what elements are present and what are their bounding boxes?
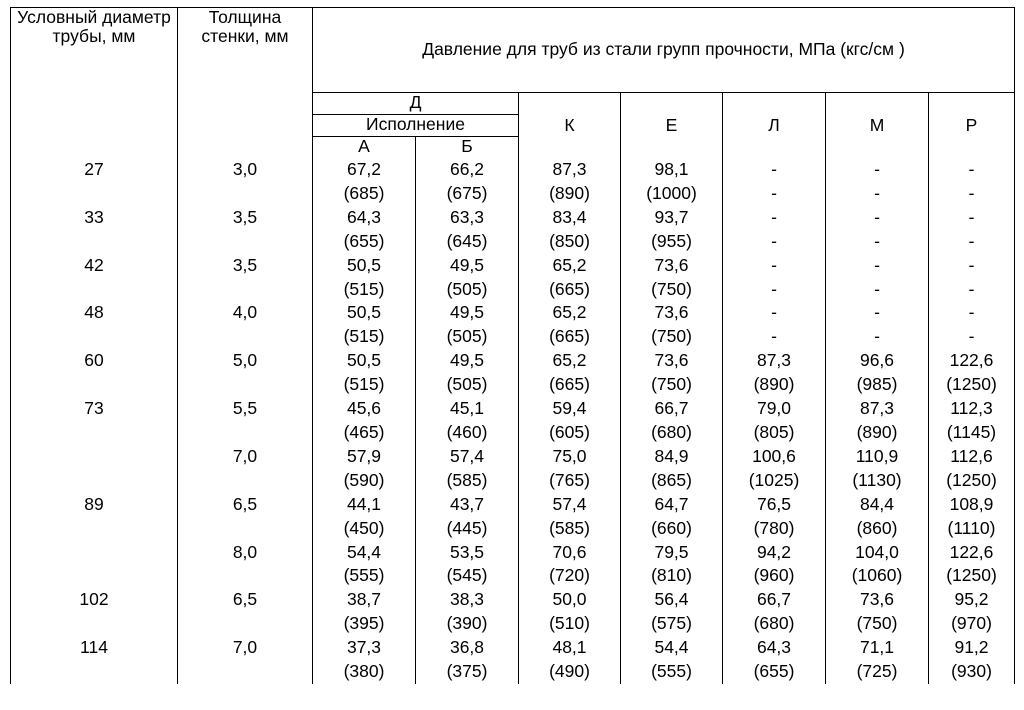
cell-diameter: 114 (11, 636, 178, 660)
cell-group-l: (655) (723, 660, 826, 684)
cell-exec-b: (675) (416, 182, 519, 206)
cell-exec-a: 64,3 (313, 206, 416, 230)
cell-exec-b: (445) (416, 517, 519, 541)
cell-group-e: (660) (621, 517, 723, 541)
cell-diameter: 89 (11, 493, 178, 517)
cell-wall-thickness (178, 564, 313, 588)
cell-exec-b: 45,1 (416, 397, 519, 421)
cell-group-l: (890) (723, 373, 826, 397)
table-row (11, 301, 1015, 325)
cell-diameter (11, 421, 178, 445)
table-row (11, 373, 1015, 397)
cell-group-l: - (723, 230, 826, 254)
cell-exec-b: (460) (416, 421, 519, 445)
cell-group-k: (665) (519, 278, 621, 302)
cell-wall-thickness: 5,0 (178, 349, 313, 373)
header-group-d: Д (313, 93, 519, 115)
cell-exec-a: 54,4 (313, 541, 416, 565)
cell-exec-a: (515) (313, 278, 416, 302)
cell-group-k: (665) (519, 373, 621, 397)
cell-group-k: 65,2 (519, 349, 621, 373)
cell-group-r: - (929, 325, 1015, 349)
cell-wall-thickness: 3,5 (178, 254, 313, 278)
cell-diameter (11, 325, 178, 349)
cell-group-l: - (723, 158, 826, 182)
cell-wall-thickness: 7,0 (178, 636, 313, 660)
table-body (11, 158, 1015, 684)
cell-exec-a: (685) (313, 182, 416, 206)
cell-exec-b: 49,5 (416, 254, 519, 278)
cell-exec-a: 50,5 (313, 349, 416, 373)
cell-group-k: 75,0 (519, 445, 621, 469)
cell-group-m: - (826, 278, 929, 302)
header-group-m: М (826, 93, 929, 159)
table-row (11, 564, 1015, 588)
cell-group-e: (955) (621, 230, 723, 254)
cell-exec-b: 49,5 (416, 301, 519, 325)
cell-group-k: 65,2 (519, 301, 621, 325)
cell-exec-b: 57,4 (416, 445, 519, 469)
table-row (11, 206, 1015, 230)
cell-group-m: 104,0 (826, 541, 929, 565)
cell-group-k: 65,2 (519, 254, 621, 278)
table-row (11, 421, 1015, 445)
cell-group-l: - (723, 254, 826, 278)
cell-exec-a: (590) (313, 469, 416, 493)
cell-group-e: 54,4 (621, 636, 723, 660)
cell-group-k: 70,6 (519, 541, 621, 565)
header-group-k: К (519, 93, 621, 159)
cell-group-m: (860) (826, 517, 929, 541)
cell-diameter (11, 373, 178, 397)
cell-exec-a: (395) (313, 612, 416, 636)
document-page (10, 7, 1015, 684)
cell-group-e: (750) (621, 373, 723, 397)
cell-diameter (11, 445, 178, 469)
cell-group-r: (970) (929, 612, 1015, 636)
cell-group-k: (890) (519, 182, 621, 206)
table-row (11, 660, 1015, 684)
cell-group-m: - (826, 325, 929, 349)
cell-group-m: - (826, 254, 929, 278)
cell-exec-a: 50,5 (313, 301, 416, 325)
cell-exec-b: 36,8 (416, 636, 519, 660)
cell-group-m: - (826, 158, 929, 182)
cell-exec-a: (555) (313, 564, 416, 588)
cell-group-l: (805) (723, 421, 826, 445)
cell-group-e: (1000) (621, 182, 723, 206)
cell-exec-a: (450) (313, 517, 416, 541)
cell-group-k: 87,3 (519, 158, 621, 182)
cell-group-e: 93,7 (621, 206, 723, 230)
cell-group-l: - (723, 206, 826, 230)
cell-exec-a: 44,1 (313, 493, 416, 517)
cell-wall-thickness (178, 517, 313, 541)
table-row (11, 349, 1015, 373)
cell-group-k: 59,4 (519, 397, 621, 421)
cell-wall-thickness: 6,5 (178, 588, 313, 612)
table-row (11, 182, 1015, 206)
cell-group-r: - (929, 278, 1015, 302)
cell-group-l: 66,7 (723, 588, 826, 612)
cell-group-e: 56,4 (621, 588, 723, 612)
cell-group-r: - (929, 230, 1015, 254)
cell-diameter: 60 (11, 349, 178, 373)
cell-diameter (11, 517, 178, 541)
cell-group-m: 84,4 (826, 493, 929, 517)
cell-wall-thickness: 8,0 (178, 541, 313, 565)
cell-exec-a: (655) (313, 230, 416, 254)
cell-group-e: (750) (621, 278, 723, 302)
table-row (11, 469, 1015, 493)
cell-group-r: 122,6 (929, 541, 1015, 565)
cell-group-l: 94,2 (723, 541, 826, 565)
cell-group-e: 64,7 (621, 493, 723, 517)
cell-group-k: (765) (519, 469, 621, 493)
cell-group-l: - (723, 301, 826, 325)
cell-diameter: 102 (11, 588, 178, 612)
cell-diameter: 73 (11, 397, 178, 421)
cell-exec-b: 49,5 (416, 349, 519, 373)
cell-diameter (11, 564, 178, 588)
cell-group-l: 76,5 (723, 493, 826, 517)
header-pressure: Давление для труб из стали групп прочности, МПа (кгс/см ) (313, 8, 1015, 93)
cell-group-r: (1110) (929, 517, 1015, 541)
cell-group-m: 87,3 (826, 397, 929, 421)
cell-group-l: 87,3 (723, 349, 826, 373)
cell-diameter (11, 660, 178, 684)
cell-group-k: (665) (519, 325, 621, 349)
cell-group-e: 73,6 (621, 301, 723, 325)
cell-group-m: (985) (826, 373, 929, 397)
cell-exec-a: 67,2 (313, 158, 416, 182)
cell-group-k: 83,4 (519, 206, 621, 230)
cell-group-r: (1145) (929, 421, 1015, 445)
header-diameter: Условный диаметр трубы, мм (11, 8, 178, 159)
cell-exec-b: 63,3 (416, 206, 519, 230)
cell-diameter: 48 (11, 301, 178, 325)
cell-group-r: 108,9 (929, 493, 1015, 517)
cell-group-l: (780) (723, 517, 826, 541)
cell-diameter (11, 182, 178, 206)
cell-group-e: 73,6 (621, 254, 723, 278)
table-row (11, 278, 1015, 302)
table-row (11, 612, 1015, 636)
cell-wall-thickness (178, 373, 313, 397)
cell-group-m: - (826, 182, 929, 206)
cell-group-r: - (929, 182, 1015, 206)
cell-group-r: 112,6 (929, 445, 1015, 469)
cell-group-r: 112,3 (929, 397, 1015, 421)
cell-group-r: 91,2 (929, 636, 1015, 660)
cell-group-l: 100,6 (723, 445, 826, 469)
cell-group-l: (680) (723, 612, 826, 636)
cell-diameter (11, 230, 178, 254)
header-wall-thickness: Толщина стенки, мм (178, 8, 313, 159)
cell-exec-a: 37,3 (313, 636, 416, 660)
cell-exec-b: 38,3 (416, 588, 519, 612)
cell-wall-thickness (178, 421, 313, 445)
cell-exec-b: (390) (416, 612, 519, 636)
cell-group-k: (585) (519, 517, 621, 541)
cell-group-e: (575) (621, 612, 723, 636)
cell-exec-b: (375) (416, 660, 519, 684)
cell-diameter: 27 (11, 158, 178, 182)
cell-group-k: 48,1 (519, 636, 621, 660)
cell-group-l: (960) (723, 564, 826, 588)
cell-group-k: (605) (519, 421, 621, 445)
table-row (11, 397, 1015, 421)
cell-group-k: (490) (519, 660, 621, 684)
cell-exec-b: 43,7 (416, 493, 519, 517)
cell-diameter (11, 541, 178, 565)
cell-group-r: (1250) (929, 469, 1015, 493)
cell-group-e: (750) (621, 325, 723, 349)
cell-exec-b: (545) (416, 564, 519, 588)
header-group-l: Л (723, 93, 826, 159)
cell-wall-thickness (178, 612, 313, 636)
cell-wall-thickness (178, 182, 313, 206)
cell-group-e: 66,7 (621, 397, 723, 421)
cell-group-e: 73,6 (621, 349, 723, 373)
header-exec-b: Б (416, 137, 519, 159)
cell-exec-b: (505) (416, 373, 519, 397)
table-row (11, 541, 1015, 565)
cell-group-k: 50,0 (519, 588, 621, 612)
header-group-e: Е (621, 93, 723, 159)
cell-exec-a: 45,6 (313, 397, 416, 421)
cell-group-m: (725) (826, 660, 929, 684)
cell-group-m: (890) (826, 421, 929, 445)
table-row (11, 636, 1015, 660)
cell-wall-thickness (178, 660, 313, 684)
cell-group-m: (1060) (826, 564, 929, 588)
cell-exec-a: 57,9 (313, 445, 416, 469)
cell-exec-b: (505) (416, 278, 519, 302)
header-exec-a: А (313, 137, 416, 159)
table-row (11, 230, 1015, 254)
cell-group-r: - (929, 158, 1015, 182)
cell-group-m: 110,9 (826, 445, 929, 469)
cell-group-r: (1250) (929, 564, 1015, 588)
cell-group-m: 96,6 (826, 349, 929, 373)
cell-group-l: - (723, 278, 826, 302)
cell-group-r: 122,6 (929, 349, 1015, 373)
cell-exec-a: (515) (313, 373, 416, 397)
table-row (11, 588, 1015, 612)
header-execution: Исполнение (313, 115, 519, 137)
cell-group-r: (930) (929, 660, 1015, 684)
cell-diameter (11, 469, 178, 493)
cell-group-e: 79,5 (621, 541, 723, 565)
cell-wall-thickness: 3,0 (178, 158, 313, 182)
cell-group-k: (510) (519, 612, 621, 636)
cell-exec-b: (645) (416, 230, 519, 254)
cell-group-l: - (723, 182, 826, 206)
cell-wall-thickness: 6,5 (178, 493, 313, 517)
cell-exec-b: (505) (416, 325, 519, 349)
cell-wall-thickness (178, 278, 313, 302)
cell-wall-thickness (178, 230, 313, 254)
cell-group-l: 79,0 (723, 397, 826, 421)
cell-wall-thickness: 7,0 (178, 445, 313, 469)
cell-group-r: - (929, 301, 1015, 325)
cell-diameter: 42 (11, 254, 178, 278)
cell-group-l: (1025) (723, 469, 826, 493)
cell-group-e: (810) (621, 564, 723, 588)
table-row (11, 158, 1015, 182)
table-row (11, 254, 1015, 278)
cell-group-e: (680) (621, 421, 723, 445)
cell-wall-thickness: 4,0 (178, 301, 313, 325)
cell-group-m: - (826, 301, 929, 325)
cell-group-e: (555) (621, 660, 723, 684)
cell-group-r: - (929, 254, 1015, 278)
cell-group-e: 84,9 (621, 445, 723, 469)
cell-exec-b: 66,2 (416, 158, 519, 182)
table-row (11, 493, 1015, 517)
cell-exec-b: 53,5 (416, 541, 519, 565)
cell-wall-thickness (178, 325, 313, 349)
cell-diameter (11, 612, 178, 636)
cell-exec-a: (465) (313, 421, 416, 445)
header-group-r: Р (929, 93, 1015, 159)
cell-group-k: (850) (519, 230, 621, 254)
cell-exec-a: (380) (313, 660, 416, 684)
cell-group-m: 73,6 (826, 588, 929, 612)
pressure-table (10, 7, 1015, 684)
cell-exec-b: (585) (416, 469, 519, 493)
cell-group-m: - (826, 206, 929, 230)
cell-wall-thickness: 5,5 (178, 397, 313, 421)
cell-exec-a: 50,5 (313, 254, 416, 278)
cell-group-k: (720) (519, 564, 621, 588)
cell-diameter (11, 278, 178, 302)
table-row (11, 325, 1015, 349)
cell-group-e: 98,1 (621, 158, 723, 182)
cell-group-e: (865) (621, 469, 723, 493)
cell-group-r: 95,2 (929, 588, 1015, 612)
cell-group-l: - (723, 325, 826, 349)
cell-group-m: (750) (826, 612, 929, 636)
table-row (11, 445, 1015, 469)
table-row (11, 517, 1015, 541)
cell-exec-a: (515) (313, 325, 416, 349)
cell-group-m: - (826, 230, 929, 254)
cell-group-r: - (929, 206, 1015, 230)
cell-wall-thickness: 3,5 (178, 206, 313, 230)
cell-diameter: 33 (11, 206, 178, 230)
cell-group-k: 57,4 (519, 493, 621, 517)
cell-group-m: 71,1 (826, 636, 929, 660)
cell-exec-a: 38,7 (313, 588, 416, 612)
cell-group-m: (1130) (826, 469, 929, 493)
cell-group-l: 64,3 (723, 636, 826, 660)
cell-wall-thickness (178, 469, 313, 493)
cell-group-r: (1250) (929, 373, 1015, 397)
